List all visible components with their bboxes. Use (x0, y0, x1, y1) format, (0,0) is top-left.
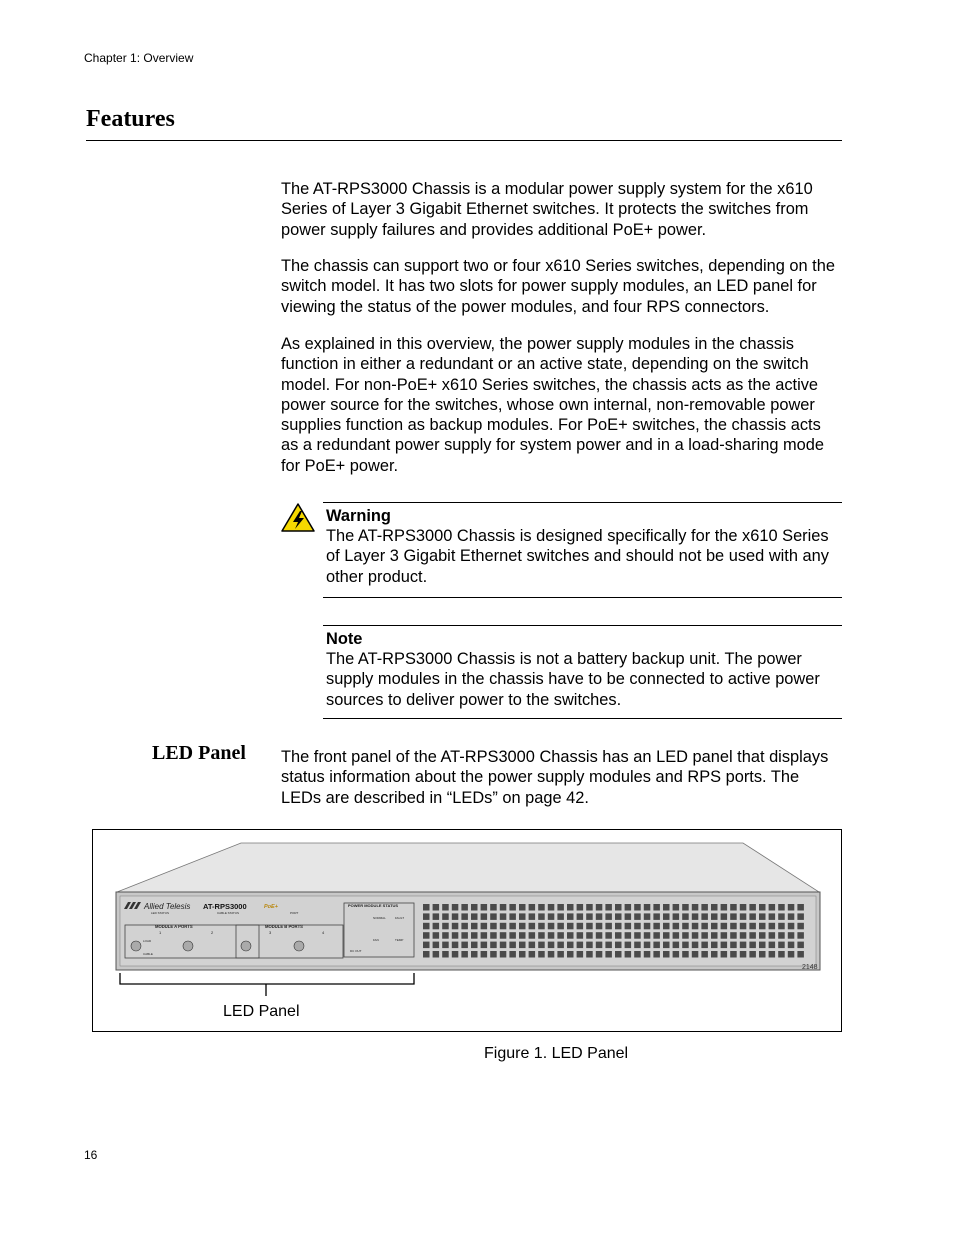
vent-hole (788, 923, 795, 930)
status-normal-label: NORMAL (373, 916, 386, 920)
vent-hole (749, 913, 756, 920)
vent-hole (605, 904, 612, 911)
vent-hole (769, 923, 776, 930)
vent-hole (452, 951, 459, 958)
vent-hole (663, 942, 670, 949)
vent-hole (615, 942, 622, 949)
vent-hole (481, 932, 488, 939)
section-title: Features (86, 106, 175, 132)
paragraph-chassis: The chassis can support two or four x610 Series switches, depending on the switch model. It has two slots for power supply modules, an LED panel for viewing the status of the power modules, and four RPS connectors. (281, 257, 835, 316)
led-panel-heading: LED Panel (152, 742, 246, 764)
vent-hole (548, 904, 555, 911)
vent-hole (433, 904, 440, 911)
vent-hole (730, 923, 737, 930)
vent-hole (663, 932, 670, 939)
vent-hole (538, 904, 545, 911)
warning-icon (281, 503, 315, 532)
vent-hole (778, 904, 785, 911)
vent-hole (682, 942, 689, 949)
temp-label: TEMP (395, 938, 404, 942)
vent-hole (577, 932, 584, 939)
vent-hole (778, 913, 785, 920)
vent-hole (711, 904, 718, 911)
vent-hole (586, 951, 593, 958)
vent-hole (634, 923, 641, 930)
vent-hole (644, 913, 651, 920)
vent-hole (797, 951, 804, 958)
vent-hole (797, 932, 804, 939)
note-title: Note (326, 630, 363, 648)
vent-hole (740, 932, 747, 939)
vent-hole (490, 904, 497, 911)
vent-hole (692, 942, 699, 949)
vent-hole (711, 942, 718, 949)
vent-hole (682, 932, 689, 939)
vent-hole (557, 951, 564, 958)
vent-hole (452, 923, 459, 930)
vent-hole (749, 932, 756, 939)
vent-hole (721, 904, 728, 911)
chassis-illustration (93, 830, 841, 1031)
warning-title: Warning (326, 507, 391, 525)
vent-hole (461, 923, 468, 930)
vent-hole (625, 942, 632, 949)
vent-hole (519, 951, 526, 958)
vent-hole (461, 942, 468, 949)
vent-hole (749, 951, 756, 958)
vent-hole (596, 932, 603, 939)
vent-hole (730, 913, 737, 920)
vent-hole (788, 904, 795, 911)
vent-hole (500, 932, 507, 939)
vent-hole (788, 932, 795, 939)
vent-hole (577, 942, 584, 949)
vent-hole (701, 904, 708, 911)
vent-hole (452, 942, 459, 949)
vent-hole (644, 923, 651, 930)
vent-hole (749, 923, 756, 930)
vent-hole (452, 904, 459, 911)
vent-hole (682, 923, 689, 930)
vent-hole (490, 923, 497, 930)
port-label: PORT (290, 911, 299, 915)
vent-hole (442, 932, 449, 939)
vent-hole (557, 932, 564, 939)
vent-hole (529, 923, 536, 930)
vent-hole (538, 913, 545, 920)
vent-hole (740, 942, 747, 949)
vent-hole (529, 913, 536, 920)
vent-hole (577, 913, 584, 920)
vent-hole (509, 923, 516, 930)
vent-hole (692, 951, 699, 958)
vent-hole (673, 913, 680, 920)
vent-hole (625, 951, 632, 958)
port-number-2: 2 (211, 930, 214, 935)
vent-hole (423, 932, 430, 939)
vent-hole (615, 923, 622, 930)
vent-hole (461, 932, 468, 939)
vent-hole (471, 904, 478, 911)
figure-number: 2148 (802, 964, 818, 971)
vent-hole (730, 904, 737, 911)
module-a-label: MODULE A PORTS (155, 924, 193, 929)
vent-hole (615, 904, 622, 911)
vent-hole (557, 923, 564, 930)
vent-hole (481, 942, 488, 949)
vent-hole (586, 923, 593, 930)
vent-hole (692, 913, 699, 920)
vent-hole (471, 951, 478, 958)
paragraph-overview: As explained in this overview, the power supply modules in the chassis function in either a redundant or an active state, depending on the switch model. For non-PoE+ x610 Series switches, the chassis acts as the active power source for the switches, whose own internal, non-removable power supplies function as backup modules. For PoE+ switches, the chassis acts as a redundant power supply for system power and in a load-sharing mode for PoE+ power. (281, 335, 825, 475)
vent-hole (433, 923, 440, 930)
vent-hole (653, 904, 660, 911)
vent-hole (673, 942, 680, 949)
vent-hole (596, 951, 603, 958)
power-status-label: POWER MODULE STATUS (348, 903, 399, 908)
vent-hole (682, 951, 689, 958)
vent-hole (740, 923, 747, 930)
led-status-label: LED STATUS (151, 911, 170, 915)
vent-hole (778, 942, 785, 949)
vent-hole (433, 942, 440, 949)
vent-hole (730, 951, 737, 958)
vent-hole (740, 904, 747, 911)
vent-hole (567, 923, 574, 930)
vent-hole (759, 913, 766, 920)
vent-hole (500, 923, 507, 930)
vent-hole (730, 942, 737, 949)
vent-hole (596, 913, 603, 920)
brand-text: Allied Telesis (144, 902, 191, 911)
warning-body: The AT-RPS3000 Chassis is designed specifically for the x610 Series of Layer 3 Gigabit Ethernet switches and should not be used with any other product. (326, 527, 829, 586)
poe-badge: PoE+ (264, 904, 278, 910)
vent-hole (423, 942, 430, 949)
vent-hole (452, 932, 459, 939)
vent-hole (797, 923, 804, 930)
dc-out-label: DC OUT (350, 949, 362, 953)
vent-hole (548, 951, 555, 958)
vent-hole (557, 904, 564, 911)
vent-hole (481, 923, 488, 930)
vent-hole (749, 942, 756, 949)
vent-hole (701, 951, 708, 958)
vent-hole (653, 942, 660, 949)
vent-hole (721, 951, 728, 958)
vent-hole (749, 904, 756, 911)
vent-hole (471, 932, 478, 939)
vent-hole (500, 913, 507, 920)
vent-hole (682, 904, 689, 911)
vent-hole (461, 951, 468, 958)
load-label: LOAD (143, 939, 152, 943)
vent-hole (538, 932, 545, 939)
vent-hole (605, 951, 612, 958)
vent-hole (442, 913, 449, 920)
vent-hole (548, 923, 555, 930)
led-panel-bracket (120, 973, 414, 996)
vent-hole (721, 942, 728, 949)
vent-hole (711, 932, 718, 939)
vent-hole (586, 932, 593, 939)
fan-label: FAN (373, 938, 379, 942)
vent-hole (433, 951, 440, 958)
vent-hole (759, 951, 766, 958)
vent-hole (490, 951, 497, 958)
vent-hole (663, 904, 670, 911)
vent-hole (730, 932, 737, 939)
vent-hole (769, 932, 776, 939)
vent-hole (433, 932, 440, 939)
vent-hole (577, 904, 584, 911)
vent-hole (759, 942, 766, 949)
vent-hole (471, 913, 478, 920)
vent-hole (442, 942, 449, 949)
vent-hole (615, 913, 622, 920)
vent-hole (797, 904, 804, 911)
vent-hole (519, 932, 526, 939)
vent-hole (490, 913, 497, 920)
cable-status-label: CABLE STATUS (217, 911, 240, 915)
vent-hole (529, 942, 536, 949)
vent-hole (433, 913, 440, 920)
running-head: Chapter 1: Overview (84, 51, 194, 65)
warning-box (323, 502, 842, 598)
vent-hole (423, 913, 430, 920)
vent-hole (538, 942, 545, 949)
module-b-label: MODULE B PORTS (265, 924, 303, 929)
vent-hole (692, 932, 699, 939)
vent-hole (778, 951, 785, 958)
vent-hole (567, 932, 574, 939)
vent-hole (653, 932, 660, 939)
vent-hole (490, 942, 497, 949)
vent-hole (682, 913, 689, 920)
vent-hole (740, 913, 747, 920)
vent-hole (596, 904, 603, 911)
chassis-top (117, 843, 819, 892)
vent-hole (788, 951, 795, 958)
vent-hole (519, 913, 526, 920)
port-number-4: 4 (322, 930, 325, 935)
vent-hole (625, 904, 632, 911)
vent-hole (471, 942, 478, 949)
vent-hole (481, 913, 488, 920)
vent-hole (625, 932, 632, 939)
vent-hole (461, 904, 468, 911)
vent-hole (481, 951, 488, 958)
vent-hole (721, 923, 728, 930)
vent-hole (519, 923, 526, 930)
vent-hole (605, 913, 612, 920)
status-fault-label: FAULT (395, 916, 405, 920)
led-panel-callout: LED Panel (223, 1003, 300, 1020)
vent-hole (548, 932, 555, 939)
page-number: 16 (84, 1148, 98, 1162)
vent-hole (509, 913, 516, 920)
vent-hole (711, 923, 718, 930)
vent-hole (529, 904, 536, 911)
vent-hole (692, 904, 699, 911)
vent-hole (567, 942, 574, 949)
paragraph-intro: The AT-RPS3000 Chassis is a modular power supply system for the x610 Series of Layer 3 Gigabit Ethernet switches. It protects the switches from power supply failures and provides additional PoE+ power. (281, 180, 813, 239)
note-body: The AT-RPS3000 Chassis is not a battery backup unit. The power supply modules in the chassis have to be connected to active power sources to deliver power to the switches. (326, 650, 820, 709)
vent-hole (711, 951, 718, 958)
vent-hole (538, 951, 545, 958)
vent-hole (634, 951, 641, 958)
cable-label: CABLE (143, 952, 153, 956)
vent-hole (759, 923, 766, 930)
vent-hole (509, 904, 516, 911)
vent-hole (797, 942, 804, 949)
vent-hole (644, 951, 651, 958)
vent-hole (778, 932, 785, 939)
vent-hole (788, 913, 795, 920)
vent-hole (615, 932, 622, 939)
vent-hole (701, 932, 708, 939)
vent-hole (769, 913, 776, 920)
vent-hole (577, 951, 584, 958)
vent-hole (423, 951, 430, 958)
vent-hole (605, 942, 612, 949)
vent-hole (577, 923, 584, 930)
vent-hole (471, 923, 478, 930)
vent-hole (721, 913, 728, 920)
vent-hole (586, 904, 593, 911)
vent-hole (663, 923, 670, 930)
vent-hole (701, 913, 708, 920)
vent-hole (788, 942, 795, 949)
vent-hole (769, 904, 776, 911)
vent-hole (529, 951, 536, 958)
vent-hole (759, 904, 766, 911)
vent-hole (605, 923, 612, 930)
port-number-3: 3 (269, 930, 272, 935)
paragraph-led-panel: The front panel of the AT-RPS3000 Chassis has an LED panel that displays status information about the power supply modules and RPS ports. The LEDs are described in “LEDs” on page 42. (281, 748, 829, 807)
vent-hole (653, 913, 660, 920)
vent-hole (509, 951, 516, 958)
vent-hole (509, 932, 516, 939)
vent-hole (615, 951, 622, 958)
vent-hole (769, 951, 776, 958)
title-rule (86, 140, 842, 141)
vent-hole (586, 913, 593, 920)
vent-hole (481, 904, 488, 911)
vent-hole (759, 932, 766, 939)
vent-hole (769, 942, 776, 949)
vent-hole (596, 923, 603, 930)
vent-hole (557, 942, 564, 949)
vent-hole (452, 913, 459, 920)
vent-hole (548, 913, 555, 920)
vent-hole (500, 904, 507, 911)
vent-hole (500, 951, 507, 958)
vent-hole (701, 942, 708, 949)
vent-hole (740, 951, 747, 958)
vent-hole (423, 923, 430, 930)
vent-hole (423, 904, 430, 911)
vent-hole (692, 923, 699, 930)
vent-hole (644, 932, 651, 939)
vent-hole (634, 913, 641, 920)
vent-hole (673, 951, 680, 958)
vent-hole (490, 932, 497, 939)
vent-hole (653, 951, 660, 958)
vent-hole (538, 923, 545, 930)
vent-hole (442, 951, 449, 958)
vent-hole (586, 942, 593, 949)
vent-hole (673, 932, 680, 939)
figure-box (92, 829, 842, 1032)
vent-hole (663, 913, 670, 920)
vent-hole (701, 923, 708, 930)
vent-hole (529, 932, 536, 939)
figure-caption: Figure 1. LED Panel (484, 1045, 629, 1062)
vent-hole (625, 923, 632, 930)
vent-hole (711, 913, 718, 920)
vent-hole (442, 904, 449, 911)
vent-hole (567, 951, 574, 958)
note-box (323, 625, 842, 719)
vent-hole (644, 904, 651, 911)
vent-hole (634, 942, 641, 949)
vent-hole (663, 951, 670, 958)
model-text: AT-RPS3000 (203, 902, 247, 911)
vent-hole (797, 913, 804, 920)
vent-hole (519, 904, 526, 911)
vent-hole (567, 913, 574, 920)
vent-hole (721, 932, 728, 939)
vent-hole (673, 923, 680, 930)
vent-hole (634, 904, 641, 911)
vent-hole (596, 942, 603, 949)
vent-hole (644, 942, 651, 949)
vent-hole (673, 904, 680, 911)
vent-hole (500, 942, 507, 949)
vent-hole (653, 923, 660, 930)
vent-hole (778, 923, 785, 930)
vent-hole (519, 942, 526, 949)
vent-hole (509, 942, 516, 949)
vent-hole (442, 923, 449, 930)
vent-hole (605, 932, 612, 939)
vent-hole (634, 932, 641, 939)
vent-hole (625, 913, 632, 920)
vent-hole (557, 913, 564, 920)
port-number-1: 1 (159, 930, 162, 935)
vent-hole (461, 913, 468, 920)
vent-hole (567, 904, 574, 911)
vent-hole (548, 942, 555, 949)
